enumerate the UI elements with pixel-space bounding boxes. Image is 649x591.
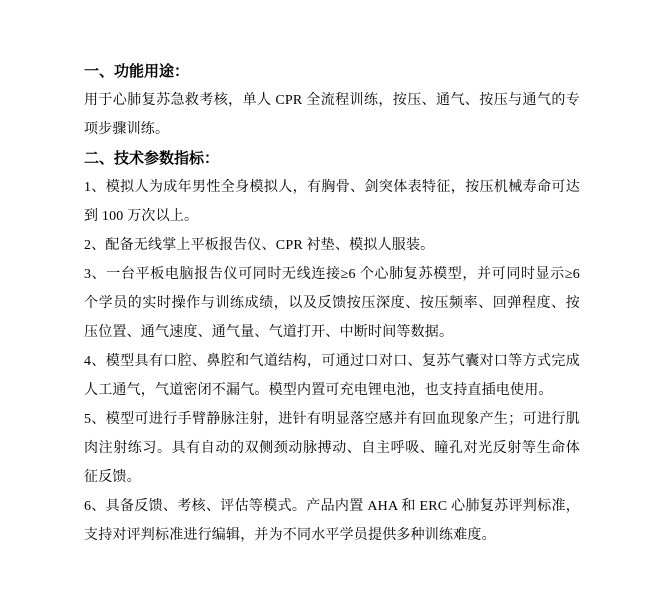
function-description-paragraph: 用于心肺复苏急救考核，单人 CPR 全流程训练，按压、通气、按压与通气的专项步骤训练。	[84, 93, 580, 137]
section-heading-function: 一、功能用途：	[84, 63, 190, 80]
spec-item-2: 2、配备无线掌上平板报告仪、CPR 衬垫、模拟人服装。	[84, 238, 435, 253]
section-heading-specs: 二、技术参数指标：	[84, 150, 220, 167]
spec-item-1: 1、模拟人为成年男性全身模拟人，有胸骨、剑突体表特征，按压机械寿命可达到 100 万次以上。	[84, 180, 580, 224]
spec-item-6: 6、具备反馈、考核、评估等模式。产品内置 AHA 和 ERC 心肺复苏评判标准，支持对评判标准进行编辑，并为不同水平学员提供多种训练难度。	[84, 499, 580, 543]
spec-item-4: 4、模型具有口腔、鼻腔和气道结构，可通过口对口、复苏气囊对口等方式完成人工通气，气道密闭不漏气。模型内置可充电锂电池，也支持直插电使用。	[84, 354, 580, 398]
spec-item-5: 5、模型可进行手臂静脉注射，进针有明显落空感并有回血现象产生；可进行肌肉注射练习。具有自动的双侧颈动脉搏动、自主呼吸、瞳孔对光反射等生命体征反馈。	[84, 412, 580, 485]
spec-item-3: 3、一台平板电脑报告仪可同时无线连接≥6 个心肺复苏模型，并可同时显示≥6 个学员的实时操作与训练成绩，以及反馈按压深度、按压频率、回弹程度、按压位置、通气速度、通气量、气道打开、中断时间等数据。	[84, 267, 580, 340]
